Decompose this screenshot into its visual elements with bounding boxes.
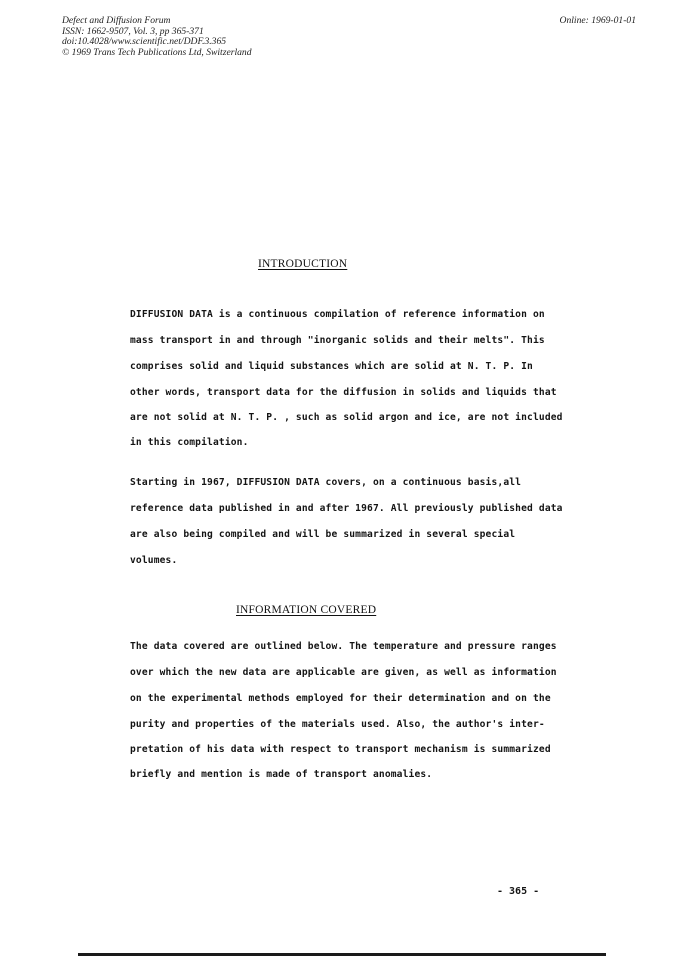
- introduction-heading: INTRODUCTION: [258, 258, 348, 270]
- intro-p1-line: are not solid at N. T. P. , such as solid argon and ice, are not included: [130, 412, 563, 423]
- issn-line: ISSN: 1662-9507, Vol. 3, pp 365-371: [62, 25, 204, 37]
- info-p1-line: purity and properties of the materials used. Also, the author's inter-: [130, 719, 545, 730]
- journal-name: Defect and Diffusion Forum: [62, 15, 171, 26]
- online-date: Online: 1969-01-01: [559, 15, 636, 26]
- intro-p1-line: mass transport in and through "inorganic solids and their melts". This: [130, 335, 545, 346]
- intro-p2-line: Starting in 1967, DIFFUSION DATA covers, on a continuous basis,all: [130, 477, 522, 488]
- info-p1-line: The data covered are outlined below. The temperature and pressure ranges: [130, 641, 557, 652]
- page-number: - 365 -: [497, 886, 540, 897]
- copyright-line: © 1969 Trans Tech Publications Ltd, Switzerland: [62, 46, 252, 58]
- journal-header: [62, 16, 252, 58]
- bottom-scan-rule: [78, 953, 606, 956]
- info-p1-line: briefly and mention is made of transport anomalies.: [130, 769, 433, 780]
- doi-line: doi:10.4028/www.scientific.net/DDF.3.365: [62, 36, 227, 48]
- info-p1-line: on the experimental methods employed for their determination and on the: [130, 693, 551, 704]
- intro-p1-line: in this compilation.: [130, 437, 249, 448]
- information-covered-heading: INFORMATION COVERED: [236, 604, 377, 616]
- intro-p1-line: other words, transport data for the diffusion in solids and liquids that: [130, 387, 557, 398]
- intro-p1-line: comprises solid and liquid substances which are solid at N. T. P. In: [130, 361, 533, 372]
- intro-p2-line: volumes.: [130, 555, 178, 566]
- info-p1-line: pretation of his data with respect to transport mechanism is summarized: [130, 744, 551, 755]
- intro-p2-line: reference data published in and after 1967. All previously published data: [130, 503, 563, 514]
- intro-p1-line: DIFFUSION DATA is a continuous compilation of reference information on: [130, 309, 545, 320]
- info-p1-line: over which the new data are applicable are given, as well as information: [130, 667, 557, 678]
- intro-p2-line: are also being compiled and will be summarized in several special: [130, 529, 516, 540]
